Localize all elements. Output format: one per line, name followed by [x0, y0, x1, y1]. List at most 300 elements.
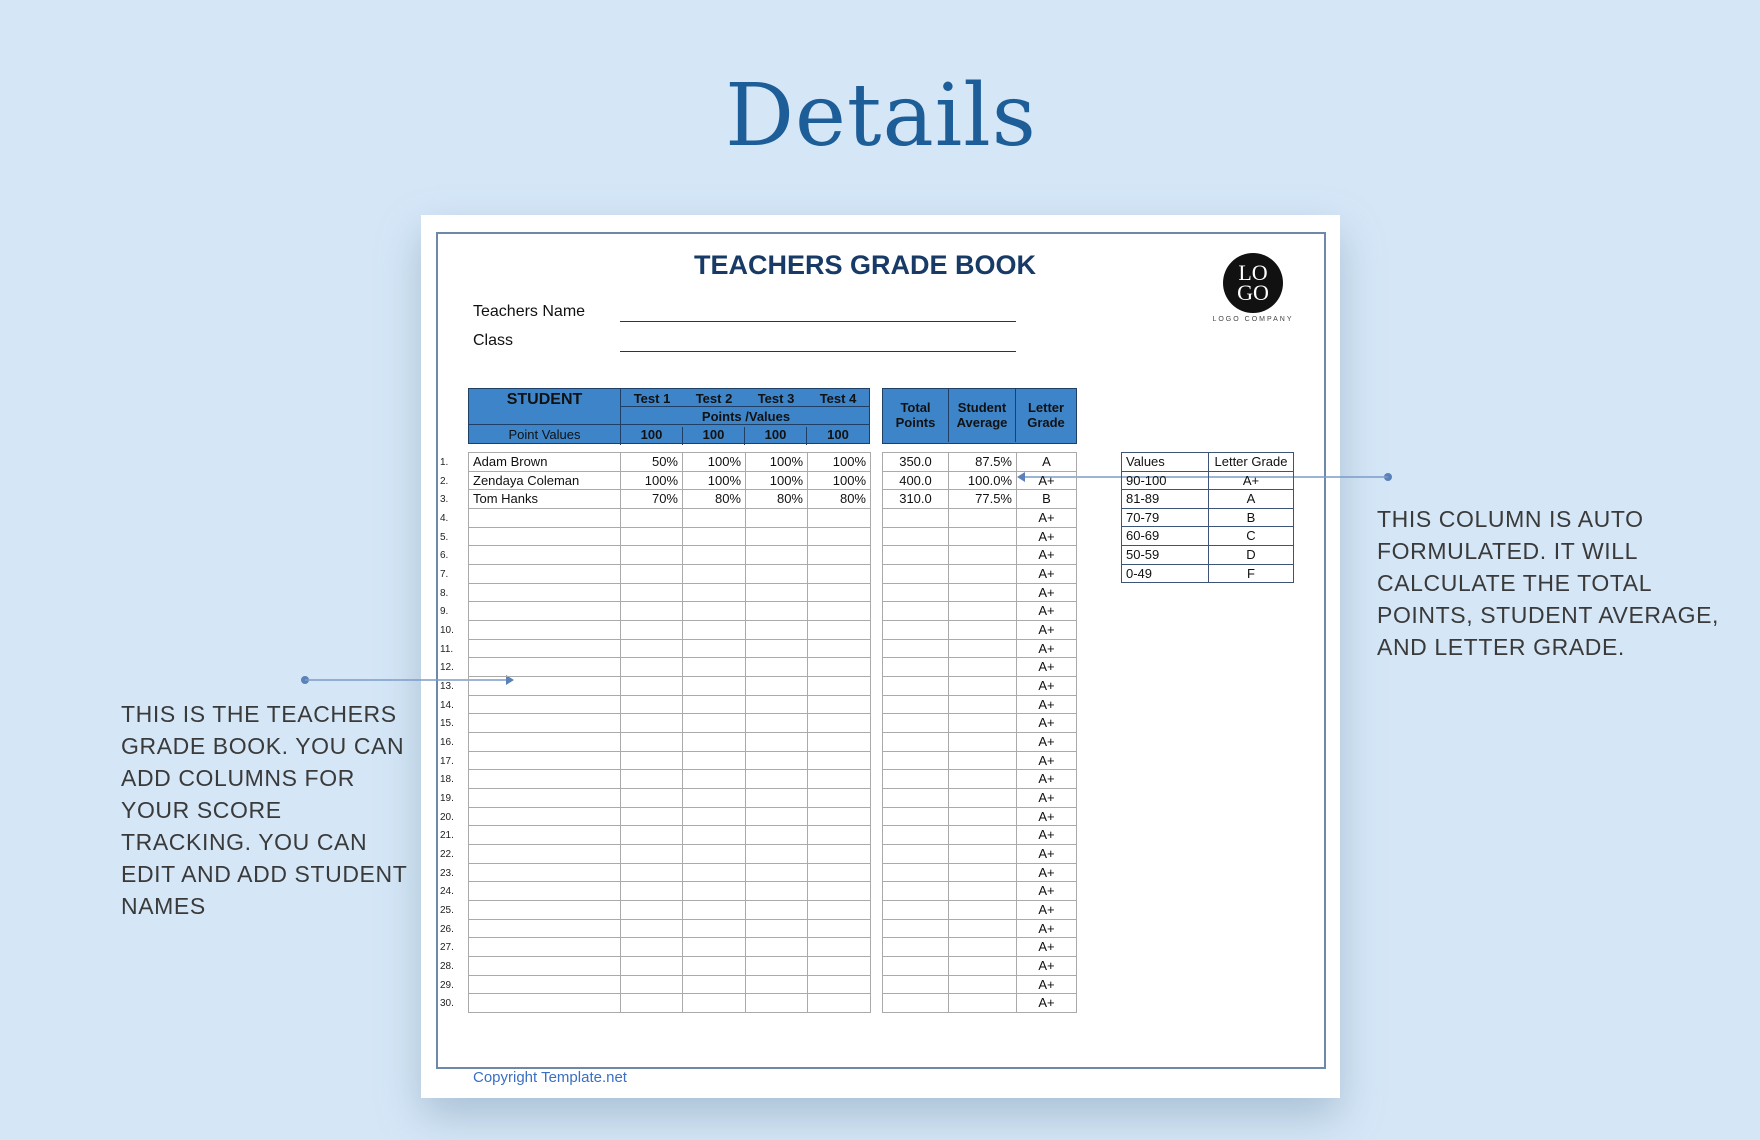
- test-1-points: 100: [621, 427, 683, 445]
- test-2-cell[interactable]: [682, 825, 746, 845]
- test-1-cell[interactable]: [620, 788, 683, 808]
- student-name-cell[interactable]: [468, 919, 621, 939]
- right-annotation: THIS COLUMN IS AUTO FORMULATED. IT WILL CALCULATE THE TOTAL POINTS, STUDENT AVERAGE, AND LETTER GRADE.: [1377, 506, 1720, 660]
- row-number: 21.: [440, 830, 454, 842]
- letter-grade-cell[interactable]: A+: [1016, 769, 1077, 789]
- test-1-cell[interactable]: [620, 732, 683, 752]
- student-average-cell[interactable]: [948, 900, 1017, 920]
- total-points-cell[interactable]: [882, 639, 949, 659]
- student-name-cell[interactable]: [468, 695, 621, 715]
- student-average-cell[interactable]: [948, 676, 1017, 696]
- student-average-cell[interactable]: [948, 639, 1017, 659]
- student-name-cell[interactable]: Zendaya Coleman: [468, 471, 621, 491]
- test-3-cell[interactable]: [745, 751, 808, 771]
- test-2-cell[interactable]: [682, 993, 746, 1013]
- test-1-cell[interactable]: [620, 900, 683, 920]
- student-name-cell[interactable]: [468, 881, 621, 901]
- letter-grade-cell[interactable]: A+: [1016, 900, 1077, 920]
- test-2-cell[interactable]: [682, 937, 746, 957]
- test-3-cell[interactable]: [745, 863, 808, 883]
- total-points-cell[interactable]: 310.0: [882, 489, 949, 509]
- test-2-cell[interactable]: [682, 545, 746, 565]
- letter-grade-cell[interactable]: A+: [1016, 564, 1077, 584]
- total-points-cell[interactable]: 350.0: [882, 452, 949, 472]
- test-1-cell[interactable]: [620, 825, 683, 845]
- total-points-cell[interactable]: [882, 975, 949, 995]
- test-1-cell[interactable]: [620, 657, 683, 677]
- student-average-cell[interactable]: 77.5%: [948, 489, 1017, 509]
- test-4-cell[interactable]: [807, 601, 871, 621]
- student-name-cell[interactable]: [468, 620, 621, 640]
- test-2-cell[interactable]: [682, 713, 746, 733]
- student-name-cell[interactable]: [468, 937, 621, 957]
- letter-grade-cell[interactable]: A+: [1016, 545, 1077, 565]
- row-number: 29.: [440, 979, 454, 991]
- row-number: 24.: [440, 886, 454, 898]
- letter-grade-cell[interactable]: A+: [1016, 993, 1077, 1013]
- test-2-cell[interactable]: [682, 639, 746, 659]
- student-average-cell[interactable]: [948, 564, 1017, 584]
- test-2-cell[interactable]: [682, 807, 746, 827]
- test-3-cell[interactable]: [745, 527, 808, 547]
- student-name-cell[interactable]: [468, 863, 621, 883]
- points-values-label: Points /Values: [701, 409, 791, 424]
- student-average-cell[interactable]: [948, 919, 1017, 939]
- row-number: 22.: [440, 849, 454, 861]
- test-4-cell[interactable]: [807, 657, 871, 677]
- test-3-cell[interactable]: [745, 919, 808, 939]
- row-number: 9.: [440, 606, 449, 618]
- teachers-name-label: Teachers Name: [473, 303, 586, 320]
- row-number: 27.: [440, 942, 454, 954]
- test-3-cell[interactable]: [745, 601, 808, 621]
- test-3-cell[interactable]: [745, 564, 808, 584]
- letter-grade-cell[interactable]: A+: [1016, 471, 1077, 491]
- test-1-cell[interactable]: 70%: [620, 489, 683, 509]
- total-points-cell[interactable]: 400.0: [882, 471, 949, 491]
- student-name-cell[interactable]: Adam Brown: [468, 452, 621, 472]
- test-4-cell[interactable]: [807, 639, 871, 659]
- student-average-cell[interactable]: [948, 620, 1017, 640]
- test-4-cell[interactable]: [807, 788, 871, 808]
- test-2-cell[interactable]: [682, 676, 746, 696]
- student-name-cell[interactable]: [468, 732, 621, 752]
- total-points-cell[interactable]: [882, 545, 949, 565]
- test-4-cell[interactable]: [807, 769, 871, 789]
- test-3-cell[interactable]: [745, 937, 808, 957]
- letter-grade-cell[interactable]: A+: [1016, 657, 1077, 677]
- total-points-cell[interactable]: [882, 825, 949, 845]
- total-points-cell[interactable]: [882, 676, 949, 696]
- test-1-cell[interactable]: [620, 713, 683, 733]
- test-2-header: Test 2: [695, 391, 733, 406]
- student-average-cell[interactable]: [948, 807, 1017, 827]
- letter-grade-cell[interactable]: A+: [1016, 695, 1077, 715]
- test-4-cell[interactable]: [807, 993, 871, 1013]
- test-3-cell[interactable]: [745, 713, 808, 733]
- letter-grade-cell[interactable]: A+: [1016, 527, 1077, 547]
- student-name-cell[interactable]: [468, 713, 621, 733]
- test-4-cell[interactable]: [807, 676, 871, 696]
- test-3-cell[interactable]: [745, 807, 808, 827]
- student-name-cell[interactable]: [468, 527, 621, 547]
- student-name-cell[interactable]: [468, 508, 621, 528]
- row-number: 12.: [440, 662, 454, 674]
- letter-grade-cell[interactable]: A+: [1016, 732, 1077, 752]
- test-1-cell[interactable]: [620, 807, 683, 827]
- test-3-cell[interactable]: [745, 732, 808, 752]
- student-average-cell[interactable]: [948, 844, 1017, 864]
- test-2-cell[interactable]: [682, 919, 746, 939]
- student-average-cell[interactable]: [948, 695, 1017, 715]
- total-points-cell[interactable]: [882, 601, 949, 621]
- test-4-header: Test 4: [819, 391, 857, 406]
- test-2-cell[interactable]: [682, 844, 746, 864]
- student-name-cell[interactable]: [468, 825, 621, 845]
- row-number: 17.: [440, 755, 454, 767]
- letter-grade-cell[interactable]: A+: [1016, 508, 1077, 528]
- test-3-cell[interactable]: [745, 695, 808, 715]
- test-1-cell[interactable]: [620, 975, 683, 995]
- student-name-cell[interactable]: [468, 900, 621, 920]
- grade-range-cell: 0-49: [1121, 564, 1209, 584]
- test-4-cell[interactable]: [807, 527, 871, 547]
- test-4-cell[interactable]: [807, 508, 871, 528]
- row-number: 6.: [440, 550, 449, 562]
- student-name-cell[interactable]: [468, 583, 621, 603]
- test-1-cell[interactable]: [620, 508, 683, 528]
- test-3-cell[interactable]: [745, 620, 808, 640]
- test-2-cell[interactable]: [682, 881, 746, 901]
- test-2-cell[interactable]: [682, 751, 746, 771]
- test-1-cell[interactable]: [620, 769, 683, 789]
- grade-letter-cell: A: [1208, 489, 1294, 509]
- student-name-cell[interactable]: [468, 676, 621, 696]
- test-4-cell[interactable]: [807, 881, 871, 901]
- grade-range-cell: 60-69: [1121, 526, 1209, 546]
- test-1-cell[interactable]: [620, 937, 683, 957]
- test-4-cell[interactable]: [807, 583, 871, 603]
- total-points-cell[interactable]: [882, 527, 949, 547]
- letter-grade-cell[interactable]: A: [1016, 452, 1077, 472]
- letter-grade-cell[interactable]: A+: [1016, 676, 1077, 696]
- test-3-cell[interactable]: [745, 583, 808, 603]
- letter-grade-cell[interactable]: A+: [1016, 713, 1077, 733]
- letter-grade-cell[interactable]: A+: [1016, 975, 1077, 995]
- point-values-label: Point Values: [508, 427, 581, 442]
- total-points-cell[interactable]: [882, 807, 949, 827]
- student-average-cell[interactable]: [948, 583, 1017, 603]
- grade-letter-cell: B: [1208, 508, 1294, 528]
- test-1-cell[interactable]: [620, 993, 683, 1013]
- row-number: 1.: [440, 457, 449, 468]
- test-4-cell[interactable]: [807, 956, 871, 976]
- student-name-cell[interactable]: [468, 956, 621, 976]
- letter-grade-header: Letter Grade: [1027, 400, 1065, 430]
- logo-text-bottom: GO: [1237, 280, 1269, 305]
- student-name-cell[interactable]: [468, 975, 621, 995]
- total-points-cell[interactable]: [882, 564, 949, 584]
- total-points-cell[interactable]: [882, 620, 949, 640]
- test-3-cell[interactable]: 80%: [745, 489, 808, 509]
- row-number: 5.: [440, 531, 449, 543]
- test-4-cell[interactable]: [807, 564, 871, 584]
- values-header: Values: [1121, 452, 1209, 472]
- test-1-cell[interactable]: [620, 676, 683, 696]
- letter-grade-cell[interactable]: A+: [1016, 937, 1077, 957]
- total-points-cell[interactable]: [882, 863, 949, 883]
- total-points-cell[interactable]: [882, 900, 949, 920]
- row-number: 25.: [440, 905, 454, 917]
- test-1-cell[interactable]: [620, 844, 683, 864]
- letter-grade-cell[interactable]: A+: [1016, 956, 1077, 976]
- letter-grade-cell[interactable]: A+: [1016, 919, 1077, 939]
- student-name-cell[interactable]: [468, 639, 621, 659]
- student-average-cell[interactable]: [948, 881, 1017, 901]
- total-points-cell[interactable]: [882, 732, 949, 752]
- row-number: 23.: [440, 867, 454, 879]
- test-2-cell[interactable]: 100%: [682, 471, 746, 491]
- test-3-cell[interactable]: [745, 545, 808, 565]
- letter-grade-cell[interactable]: A+: [1016, 807, 1077, 827]
- test-3-cell[interactable]: [745, 508, 808, 528]
- test-1-header: Test 1: [633, 391, 671, 406]
- test-3-cell[interactable]: 100%: [745, 452, 808, 472]
- student-average-cell[interactable]: [948, 657, 1017, 677]
- student-average-cell[interactable]: [948, 863, 1017, 883]
- test-4-cell[interactable]: [807, 919, 871, 939]
- test-4-cell[interactable]: 80%: [807, 489, 871, 509]
- total-points-cell[interactable]: [882, 751, 949, 771]
- test-3-cell[interactable]: [745, 844, 808, 864]
- letter-grade-cell[interactable]: A+: [1016, 788, 1077, 808]
- row-number: 15.: [440, 718, 454, 730]
- test-3-header: Test 3: [757, 391, 795, 406]
- test-2-cell[interactable]: [682, 975, 746, 995]
- test-2-cell[interactable]: 100%: [682, 452, 746, 472]
- grade-letter-cell: A+: [1208, 471, 1294, 491]
- row-number: 14.: [440, 699, 454, 711]
- row-number: 10.: [440, 625, 454, 637]
- test-3-cell[interactable]: [745, 993, 808, 1013]
- grade-letter-cell: D: [1208, 545, 1294, 565]
- test-2-cell[interactable]: 80%: [682, 489, 746, 509]
- test-1-cell[interactable]: [620, 527, 683, 547]
- letter-grade-cell[interactable]: A+: [1016, 639, 1077, 659]
- left-annotation: THIS IS THE TEACHERS GRADE BOOK. YOU CAN ADD COLUMNS FOR YOUR SCORE TRACKING. YOU CAN EDIT AND ADD STUDENT NAMES: [121, 701, 408, 919]
- row-number: 26.: [440, 923, 454, 935]
- student-average-cell[interactable]: [948, 825, 1017, 845]
- test-1-cell[interactable]: [620, 564, 683, 584]
- test-3-cell[interactable]: [745, 956, 808, 976]
- total-points-cell[interactable]: [882, 769, 949, 789]
- student-name-cell[interactable]: [468, 788, 621, 808]
- test-1-cell[interactable]: [620, 956, 683, 976]
- student-name-cell[interactable]: [468, 769, 621, 789]
- test-3-cell[interactable]: 100%: [745, 471, 808, 491]
- test-4-cell[interactable]: [807, 863, 871, 883]
- student-average-cell[interactable]: [948, 601, 1017, 621]
- student-name-cell[interactable]: [468, 807, 621, 827]
- letter-grade-cell[interactable]: A+: [1016, 881, 1077, 901]
- total-points-cell[interactable]: [882, 956, 949, 976]
- test-4-cell[interactable]: [807, 807, 871, 827]
- student-name-cell[interactable]: [468, 993, 621, 1013]
- test-3-cell[interactable]: [745, 825, 808, 845]
- test-4-cell[interactable]: [807, 975, 871, 995]
- test-4-cell[interactable]: [807, 713, 871, 733]
- test-2-cell[interactable]: [682, 564, 746, 584]
- test-1-cell[interactable]: [620, 583, 683, 603]
- test-4-cell[interactable]: [807, 695, 871, 715]
- row-number: 2.: [440, 475, 449, 487]
- grade-range-cell: 70-79: [1121, 508, 1209, 528]
- row-number: 4.: [440, 513, 449, 524]
- student-average-cell[interactable]: [948, 713, 1017, 733]
- row-number: 3.: [440, 494, 449, 506]
- test-1-cell[interactable]: [620, 863, 683, 883]
- student-average-cell[interactable]: [948, 732, 1017, 752]
- test-1-cell[interactable]: [620, 545, 683, 565]
- test-2-cell[interactable]: [682, 956, 746, 976]
- student-average-cell[interactable]: 100.0%: [948, 471, 1017, 491]
- letter-grade-cell[interactable]: A+: [1016, 751, 1077, 771]
- total-points-cell[interactable]: [882, 695, 949, 715]
- test-2-cell[interactable]: [682, 601, 746, 621]
- grade-range-cell: 50-59: [1121, 545, 1209, 565]
- test-4-cell[interactable]: 100%: [807, 471, 871, 491]
- grade-letter-cell: F: [1208, 564, 1294, 584]
- total-points-cell[interactable]: [882, 583, 949, 603]
- student-name-cell[interactable]: Tom Hanks: [468, 489, 621, 509]
- total-points-cell[interactable]: [882, 919, 949, 939]
- test-4-points: 100: [827, 427, 849, 442]
- test-2-cell[interactable]: [682, 657, 746, 677]
- test-1-cell[interactable]: [620, 751, 683, 771]
- student-average-cell[interactable]: 87.5%: [948, 452, 1017, 472]
- student-average-cell[interactable]: [948, 993, 1017, 1013]
- test-3-points: 100: [745, 427, 807, 445]
- total-points-cell[interactable]: [882, 881, 949, 901]
- copyright-link[interactable]: Copyright Template.net: [473, 1069, 627, 1086]
- total-points-cell[interactable]: [882, 844, 949, 864]
- row-number: 19.: [440, 793, 454, 805]
- test-2-cell[interactable]: [682, 863, 746, 883]
- test-2-cell[interactable]: [682, 508, 746, 528]
- test-4-cell[interactable]: [807, 900, 871, 920]
- total-points-cell[interactable]: [882, 937, 949, 957]
- test-3-cell[interactable]: [745, 975, 808, 995]
- row-number: 16.: [440, 737, 454, 749]
- test-4-cell[interactable]: 100%: [807, 452, 871, 472]
- test-2-cell[interactable]: [682, 732, 746, 752]
- total-points-cell[interactable]: [882, 788, 949, 808]
- test-1-cell[interactable]: 100%: [620, 471, 683, 491]
- test-2-cell[interactable]: [682, 695, 746, 715]
- letter-grade-cell[interactable]: A+: [1016, 620, 1077, 640]
- test-2-cell[interactable]: [682, 788, 746, 808]
- test-2-cell[interactable]: [682, 527, 746, 547]
- page-heading: Details: [725, 66, 1037, 166]
- test-4-cell[interactable]: [807, 937, 871, 957]
- test-3-cell[interactable]: [745, 788, 808, 808]
- student-name-cell[interactable]: [468, 564, 621, 584]
- student-name-cell[interactable]: [468, 751, 621, 771]
- test-4-cell[interactable]: [807, 620, 871, 640]
- row-number: 11.: [440, 643, 454, 655]
- test-2-cell[interactable]: [682, 583, 746, 603]
- logo-company: LOGO COMPANY: [1212, 316, 1294, 323]
- letter-grade-cell[interactable]: A+: [1016, 583, 1077, 603]
- test-3-cell[interactable]: [745, 769, 808, 789]
- test-3-cell[interactable]: [745, 881, 808, 901]
- student-average-cell[interactable]: [948, 545, 1017, 565]
- student-name-cell[interactable]: [468, 545, 621, 565]
- letter-grade-cell[interactable]: A+: [1016, 825, 1077, 845]
- student-average-cell[interactable]: [948, 956, 1017, 976]
- test-3-cell[interactable]: [745, 676, 808, 696]
- test-4-cell[interactable]: [807, 844, 871, 864]
- letter-grade-cell[interactable]: B: [1016, 489, 1077, 509]
- student-name-cell[interactable]: [468, 657, 621, 677]
- student-name-cell[interactable]: [468, 601, 621, 621]
- class-label: Class: [473, 332, 514, 349]
- letter-grade-cell[interactable]: A+: [1016, 601, 1077, 621]
- row-number: 7.: [440, 569, 449, 581]
- student-average-cell[interactable]: [948, 527, 1017, 547]
- total-points-cell[interactable]: [882, 657, 949, 677]
- test-1-cell[interactable]: [620, 601, 683, 621]
- total-points-cell[interactable]: [882, 993, 949, 1013]
- test-3-cell[interactable]: [745, 900, 808, 920]
- document-title: TEACHERS GRADE BOOK: [693, 250, 1037, 280]
- test-1-cell[interactable]: [620, 881, 683, 901]
- test-1-cell[interactable]: [620, 639, 683, 659]
- test-2-cell[interactable]: [682, 900, 746, 920]
- student-average-cell[interactable]: [948, 975, 1017, 995]
- student-name-cell[interactable]: [468, 844, 621, 864]
- test-1-cell[interactable]: [620, 620, 683, 640]
- total-points-cell[interactable]: [882, 713, 949, 733]
- student-header: STUDENT: [506, 391, 583, 408]
- test-3-cell[interactable]: [745, 639, 808, 659]
- row-number: 8.: [440, 587, 449, 599]
- total-points-cell[interactable]: [882, 508, 949, 528]
- letter-grade-key-header: Letter Grade: [1208, 452, 1294, 472]
- test-1-cell[interactable]: [620, 695, 683, 715]
- student-average-header: Student Average: [949, 389, 1016, 442]
- student-average-cell[interactable]: [948, 751, 1017, 771]
- test-2-cell[interactable]: [682, 769, 746, 789]
- test-4-cell[interactable]: [807, 545, 871, 565]
- student-average-cell[interactable]: [948, 508, 1017, 528]
- logo-text-top: LO: [1238, 260, 1268, 285]
- test-3-cell[interactable]: [745, 657, 808, 677]
- student-average-cell[interactable]: [948, 937, 1017, 957]
- letter-grade-cell[interactable]: A+: [1016, 863, 1077, 883]
- test-1-cell[interactable]: 50%: [620, 452, 683, 472]
- test-4-cell[interactable]: [807, 825, 871, 845]
- student-average-cell[interactable]: [948, 769, 1017, 789]
- test-4-cell[interactable]: [807, 751, 871, 771]
- test-2-cell[interactable]: [682, 620, 746, 640]
- test-4-cell[interactable]: [807, 732, 871, 752]
- student-average-cell[interactable]: [948, 788, 1017, 808]
- test-1-cell[interactable]: [620, 919, 683, 939]
- grade-letter-cell: C: [1208, 526, 1294, 546]
- total-points-header: Total Points: [883, 389, 949, 442]
- letter-grade-cell[interactable]: A+: [1016, 844, 1077, 864]
